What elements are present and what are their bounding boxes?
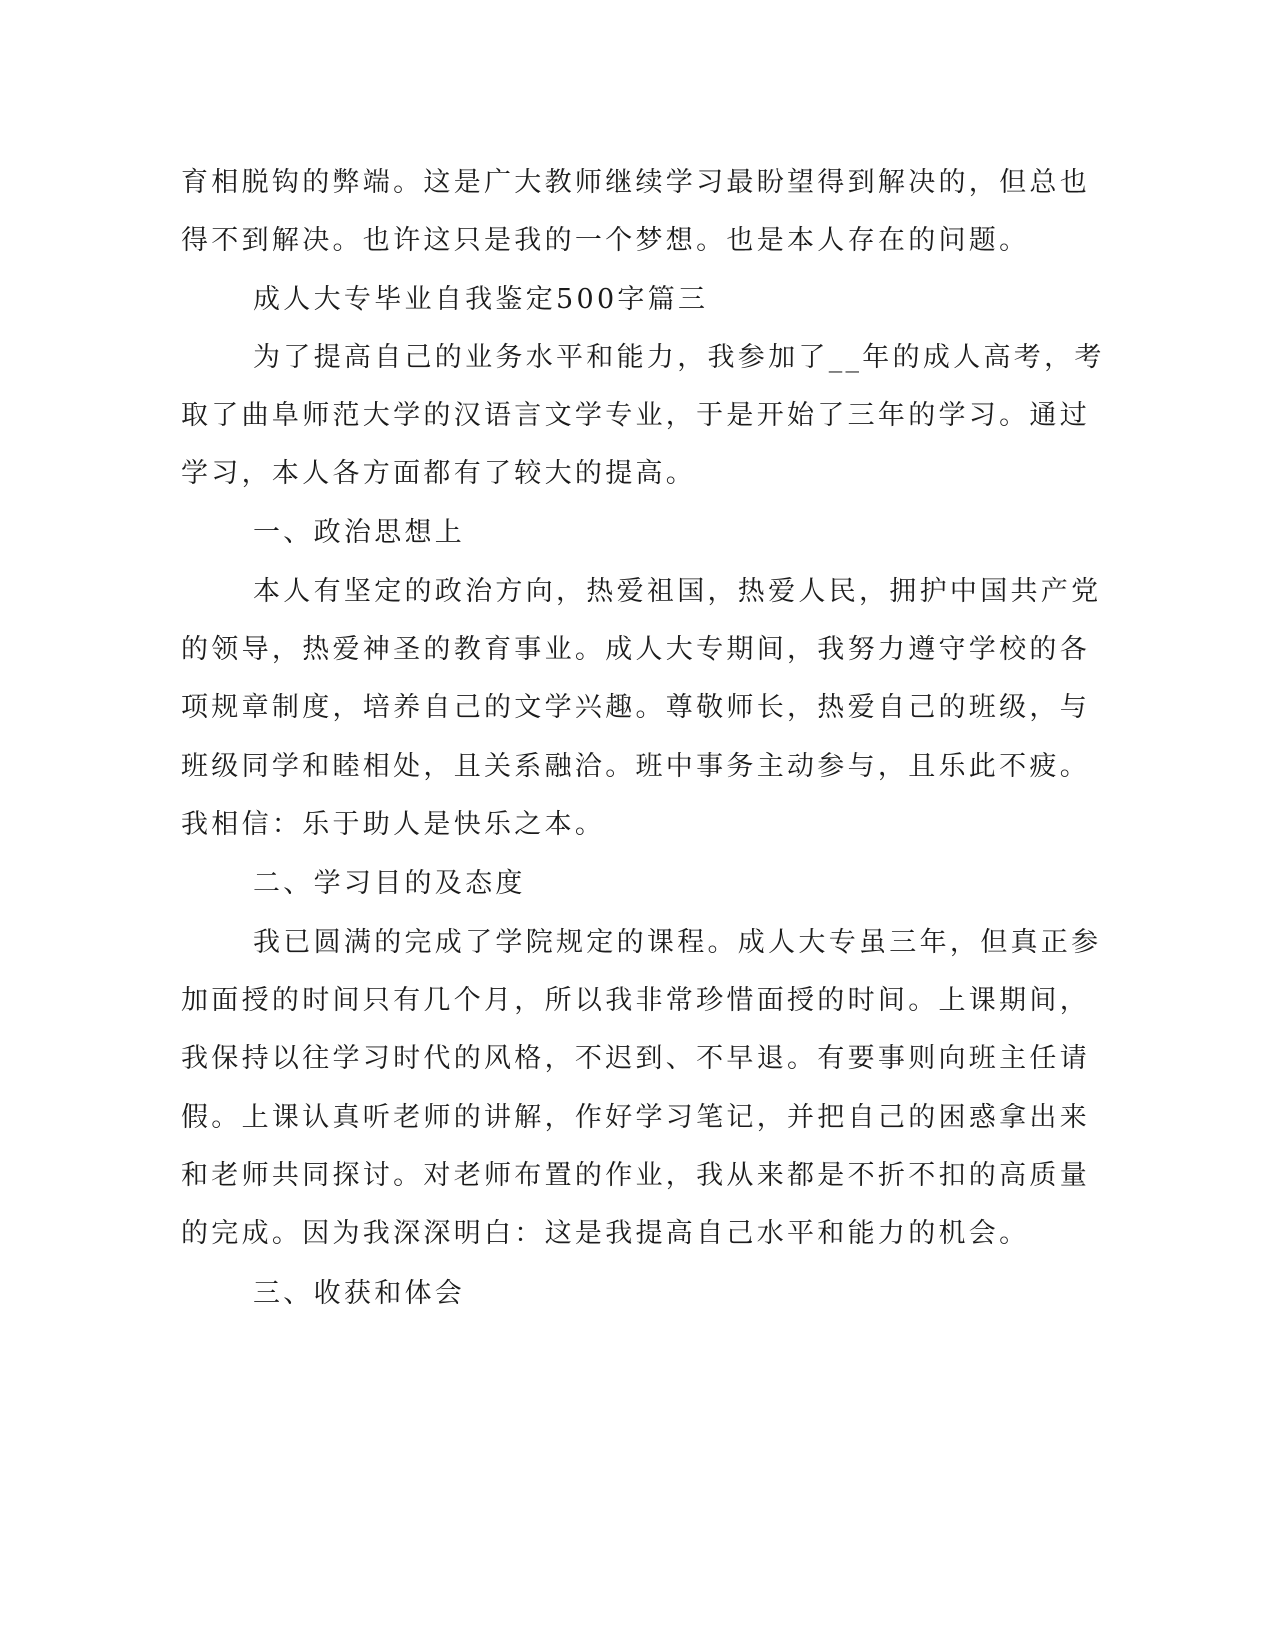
body-line: 的完成。因为我深深明白：这是我提高自己水平和能力的机会。 [181,1218,1030,1249]
paragraph-start: 我已圆满的完成了学院规定的课程。成人大专虽三年，但真正参 [253,927,1102,958]
body-line: 我保持以往学习时代的风格，不迟到、不早退。有要事则向班主任请 [181,1043,1090,1074]
body-line: 和老师共同探讨。对老师布置的作业，我从来都是不折不扣的高质量 [181,1160,1090,1191]
body-line: 育相脱钩的弊端。这是广大教师继续学习最盼望得到解决的，但总也 [181,167,1090,198]
body-line: 加面授的时间只有几个月，所以我非常珍惜面授的时间。上课期间， [181,985,1090,1016]
paragraph-start: 为了提高自己的业务水平和能力，我参加了__年的成人高考，考 [253,342,1105,373]
paragraph-start: 本人有坚定的政治方向，热爱祖国，热爱人民，拥护中国共产党 [253,576,1102,607]
section-heading: 一、政治思想上 [253,517,466,548]
body-line: 学习，本人各方面都有了较大的提高。 [181,458,697,489]
body-line: 的领导，热爱神圣的教育事业。成人大专期间，我努力遵守学校的各 [181,634,1090,665]
body-line: 假。上课认真听老师的讲解，作好学习笔记，并把自己的困惑拿出来 [181,1102,1090,1133]
body-line: 我相信：乐于助人是快乐之本。 [181,809,606,840]
section-heading: 三、收获和体会 [253,1278,466,1309]
body-line: 班级同学和睦相处，且关系融洽。班中事务主动参与，且乐此不疲。 [181,751,1090,782]
body-line: 取了曲阜师范大学的汉语言文学专业，于是开始了三年的学习。通过 [181,400,1090,431]
section-heading: 二、学习目的及态度 [253,868,526,899]
body-line: 项规章制度，培养自己的文学兴趣。尊敬师长，热爱自己的班级，与 [181,692,1090,723]
section-title: 成人大专毕业自我鉴定500字篇三 [253,284,709,315]
body-line: 得不到解决。也许这只是我的一个梦想。也是本人存在的问题。 [181,225,1030,256]
